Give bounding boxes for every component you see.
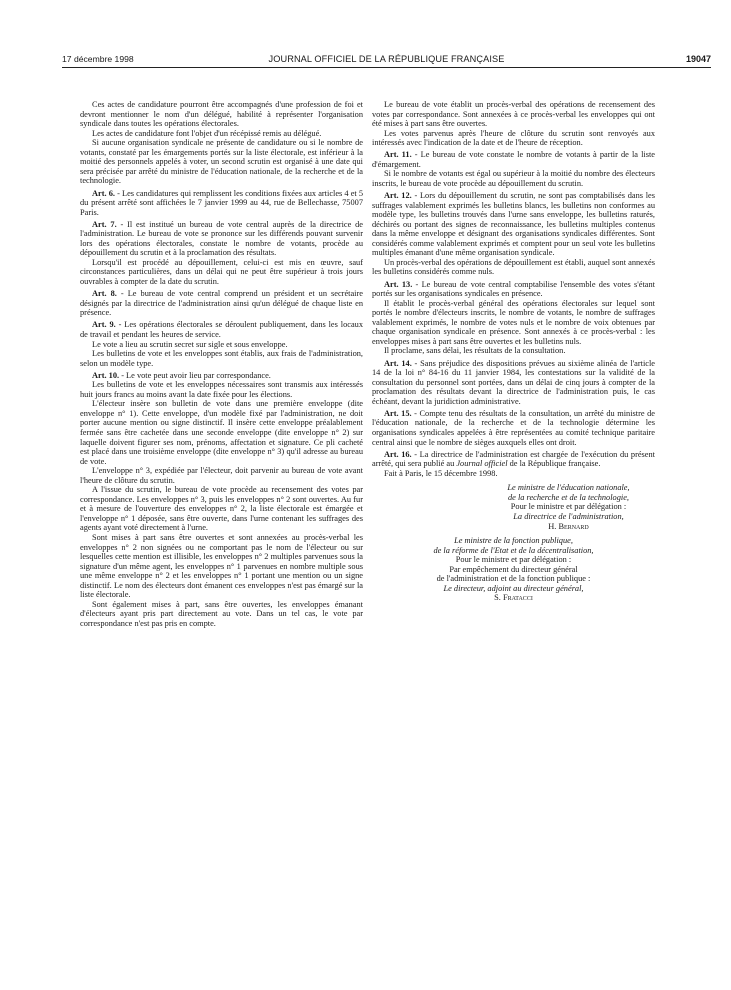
article-label: Art. 6. xyxy=(92,188,115,198)
right-column xyxy=(372,100,655,603)
article-label: Art. 7. xyxy=(92,219,117,229)
article-text: - Le bureau de vote central comprend un président et un secrétaire désignés par la directrice de l'administration ainsi qu'un délégué de chaque liste en présence. xyxy=(80,289,363,318)
article-text: - Les opérations électorales se déroulent publiquement, dans les locaux de travail et pendant les heures de service. xyxy=(80,320,364,339)
article-label: Art. 10. xyxy=(92,370,120,380)
article-text: - Il est institué un bureau de vote central auprès de la directrice de l'administration. Le bureau de vote se prononce sur les différends pouvant survenir lors des opérations électorales, constate le nombre de votants, procède au dépouillement du scrutin et à la proclamation des résultats. xyxy=(80,219,363,258)
article-text: - Le bureau de vote constate le nombre de votants à partir de la liste d'émargement. xyxy=(372,150,655,169)
article-15 xyxy=(372,409,655,447)
article-label: Art. 15. xyxy=(384,408,412,418)
paragraph: Les bulletins de vote et les enveloppes sont établis, aux frais de l'administration, selon un modèle type. xyxy=(80,349,363,368)
article-label: Art. 16. xyxy=(384,449,412,459)
article-label: Art. 13. xyxy=(384,279,413,289)
signatory-title: de la recherche et de la technologie, xyxy=(507,492,629,502)
article-text: - Lors du dépouillement du scrutin, ne sont pas comptabilisés dans les suffrages valablement exprimés les bulletins blancs, les bulletins non conformes au modèle type, les bulletins trouvés dans l'urne sans enveloppe, les bulletins raturés, déchirés ou portant des signes de reconnaissance, les bulletins multiples contenus dans la même enveloppe et désignant des organisations syndicales différentes. Sont considérés comme valablement exprimés et comptent pour un seul vote les bulletins multiples émanant d'une même organisation syndicale. xyxy=(372,191,656,258)
signatory-title: de la réforme de l'Etat et de la décentralisation, xyxy=(433,545,594,555)
paragraph: Ces actes de candidature pourront être accompagnés d'une profession de foi et devront mentionner le nom d'un délégué, habilité à représenter l'organisation syndicale dans toutes les opérations électorales. xyxy=(80,100,363,129)
paragraph: Le bureau de vote établit un procès-verbal des opérations de recensement des votes par correspondance. Sont annexées à ce procès-verbal les enveloppes qui ont été mises à part sans être ouvertes. xyxy=(372,100,655,129)
article-10 xyxy=(80,371,363,381)
article-text: - Sans préjudice des dispositions prévues au sixième alinéa de l'article 14 de la loi n° 84-16 du 11 janvier 1984, les contestations sur la validité de la consultation du personnel sont portées, dans un délai de cinq jours à compter de la proclamation des résultats devant la directrice de l'administration puis, le cas échéant, devant la juridiction administrative. xyxy=(372,358,656,406)
paragraph: Lorsqu'il est procédé au dépouillement, celui-ci est mis en œuvre, sauf circonstances particulières, dans un délai qui ne peut être supérieur à trois jours ouvrables à compter de la date du scrutin. xyxy=(80,257,363,287)
article-text: - La directrice de l'administration est chargée de l'exécution du présent arrêté, qui sera publié au xyxy=(372,449,655,469)
header-rule xyxy=(62,67,711,68)
signatory-title: Le ministre de la fonction publique, xyxy=(454,536,573,546)
article-label: Art. 14. xyxy=(384,358,412,368)
paragraph: L'électeur insère son bulletin de vote dans une première enveloppe (dite enveloppe n° 1). Cette enveloppe, d'un modèle fixé par l'administration, ne doit porter aucune mention ou signe distinctif. Il insère cette enveloppe préalablement fermée sans être cachetée dans une seconde enveloppe (dite enveloppe n° 2) sur laquelle doivent figurer ses nom, prénoms, affectation et signature. Ce pli cacheté est placé dans une troisième enveloppe (dite enveloppe n° 3) qu'il adresse au bureau de vote. xyxy=(80,399,363,466)
left-column xyxy=(80,100,363,629)
delegation-line: Pour le ministre et par délégation : xyxy=(510,502,627,512)
page-header xyxy=(62,54,711,68)
article-11 xyxy=(372,150,655,169)
article-text: de la République française. xyxy=(507,459,601,469)
article-label: Art. 8. xyxy=(92,289,117,299)
article-7 xyxy=(80,220,363,258)
paragraph: Les bulletins de vote et les enveloppes nécessaires sont transmis aux intéressés huit jours francs au moins avant la date fixée pour les élections. xyxy=(80,380,363,399)
article-label: Art. 12. xyxy=(384,191,412,201)
paragraph: Le vote a lieu au scrutin secret sur sigle et sous enveloppe. xyxy=(92,339,288,349)
impediment-line: de l'administration et de la fonction publique : xyxy=(436,574,591,584)
article-label: Art. 9. xyxy=(92,320,116,330)
article-12 xyxy=(372,191,655,258)
impediment-line: Par empêchement du directeur général xyxy=(449,564,578,574)
signature-block-1 xyxy=(482,483,655,531)
paragraph: Si aucune organisation syndicale ne présente de candidature ou si le nombre de votants, constaté par les émargements portés sur la liste électorale, est inférieur à la moitié des personnels appelés à voter, un second scrutin est organisé à une date qui sera précisée par arrêté du ministre de l'éducation nationale, de la recherche et de la technologie. xyxy=(80,138,363,186)
header-page-number: 19047 xyxy=(685,54,711,64)
paragraph: Il proclame, sans délai, les résultats de la consultation. xyxy=(384,346,566,356)
article-text: - Le vote peut avoir lieu par correspondance. xyxy=(119,370,271,380)
made-at: Fait à Paris, le 15 décembre 1998. xyxy=(384,468,498,478)
article-6 xyxy=(80,189,363,218)
article-text: - Le bureau de vote central comptabilise l'ensemble des votes s'étant portés sur les organisations syndicales en présence. xyxy=(372,279,655,299)
paragraph: Les votes parvenus après l'heure de clôture du scrutin sont renvoyés aux intéressés avec l'indication de la date et de l'heure de réception. xyxy=(372,128,655,148)
paragraph: L'enveloppe n° 3, expédiée par l'électeur, doit parvenir au bureau de vote avant l'heure de clôture du scrutin. xyxy=(80,466,363,485)
paragraph: Sont mises à part sans être ouvertes et sont annexées au procès-verbal les enveloppes n° 2 non signées ou ne comportant pas le nom de l'électeur ou sur lesquelles cette mention est illisible, les enveloppes n° 2 multiples parvenues sous la signature d'un même agent, les enveloppes n° 1 parvenues en nombre multiple sous une même enveloppe n° 2 et les enveloppes n° 1 portant une mention ou un signe distinctif. Le nom des électeurs dont émanent ces enveloppes n'est pas émargé sur la liste électorale. xyxy=(80,533,363,600)
signatory-role: La directrice de l'administration, xyxy=(513,511,624,521)
article-14 xyxy=(372,359,655,407)
journal-name: Journal officiel xyxy=(456,459,508,469)
article-text: - Compte tenu des résultats de la consultation, un arrêté du ministre de l'éducation nationale, de la recherche et de la technologie détermine les organisations syndicales appelées à être représentées au comité technique paritaire central ainsi que le nombre de sièges auxquels elles ont droit. xyxy=(372,408,656,447)
delegation-line: Pour le ministre et par délégation : xyxy=(455,555,572,565)
signatory-role: Le directeur, adjoint au directeur général, xyxy=(443,583,584,593)
signatory-name: S. Fratacci xyxy=(494,593,533,603)
article-label: Art. 11. xyxy=(384,150,412,160)
signatory-title: Le ministre de l'éducation nationale, xyxy=(507,483,630,493)
paragraph: Un procès-verbal des opérations de dépouillement est établi, auquel sont annexés les bulletins considérés comme nuls. xyxy=(372,257,655,277)
paragraph: Les actes de candidature font l'objet d'un récépissé remis au délégué. xyxy=(92,128,322,138)
article-text: - Les candidatures qui remplissent les conditions fixées aux articles 4 et 5 du présent arrêté sont affichées le 7 janvier 1999 au 44, rue de Bellechasse, 75007 Paris. xyxy=(80,188,363,217)
article-9 xyxy=(80,320,363,339)
article-13 xyxy=(372,280,655,299)
paragraph: Sont également mises à part, sans être ouvertes, les enveloppes émanant d'électeurs ayant pris part directement au vote. Dans un tel cas, le vote par correspondance n'est pas pris en compte. xyxy=(80,599,363,628)
header-date: 17 décembre 1998 xyxy=(62,54,134,64)
signature-block-2 xyxy=(372,536,655,603)
paragraph: Si le nombre de votants est égal ou supérieur à la moitié du nombre des électeurs inscrits, le bureau de vote procède au dépouillement du scrutin. xyxy=(372,169,655,188)
article-16 xyxy=(372,450,655,469)
paragraph: A l'issue du scrutin, le bureau de vote procède au recensement des votes par correspondance. Les enveloppes n° 3, puis les enveloppes n° 2 sont ouvertes. Au fur et à mesure de l'ouverture des enveloppes n° 2, la liste électorale est émargée et l'enveloppe n° 1 déposée, sans être ouverte, dans l'urne contenant les suffrages des agents ayant voté directement à l'urne. xyxy=(80,485,363,533)
signatory-name: H. Bernard xyxy=(548,521,589,531)
article-8 xyxy=(80,289,363,318)
paragraph: Il établit le procès-verbal général des opérations électorales sur lequel sont portés le nombre d'électeurs inscrits, le nombre de votants, le nombre de suffrages valablement exprimés, le nombre de votes nuls et le nombre de voix obtenues par chaque organisation syndicale en présence. Sont annexés à ce procès-verbal : les enveloppes mises à part sans être ouvertes et les bulletins nuls. xyxy=(372,298,655,346)
header-title: JOURNAL OFFICIEL DE LA RÉPUBLIQUE FRANÇAISE xyxy=(268,54,505,64)
